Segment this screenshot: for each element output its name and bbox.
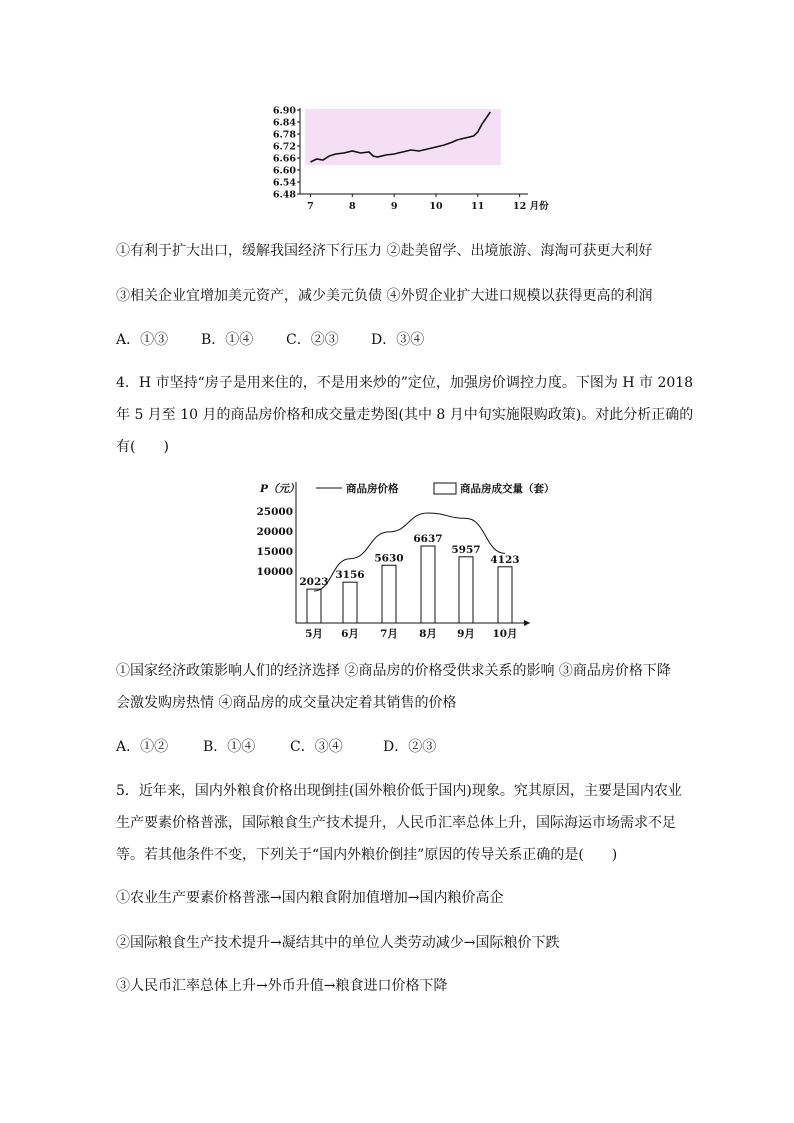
q4-choice-c[interactable]: C．③④ xyxy=(290,739,343,755)
bar-7月 xyxy=(382,565,396,623)
q5-item-1: ①农业生产要素价格普涨→国内粮食附加值增加→国内粮价高企 xyxy=(116,890,504,906)
bar-5月 xyxy=(307,589,321,623)
legend-line-label: 商品房价格 xyxy=(346,483,399,495)
q4-stem-line-2: 年 5 月至 10 月的商品房价格和成交量走势图(其中 8 月中旬实施限购政策)。对此分析正确的 xyxy=(116,407,694,423)
x-tick-label: 9月 xyxy=(457,628,475,640)
y-tick-label: 10000 xyxy=(256,566,293,578)
x-unit-label: 月份 xyxy=(529,201,549,212)
bar-8月 xyxy=(421,546,435,623)
bar-9月 xyxy=(459,557,473,623)
q3-option-line-2: ③相关企业宜增加美元资产，减少美元负债 ④外贸企业扩大进口规模以获得更高的利润 xyxy=(116,288,653,304)
bar-10月 xyxy=(498,567,512,623)
q3-option-line-1: ①有利于扩大出口，缓解我国经济下行压力 ②赴美留学、出境旅游、海淘可获更大利好 xyxy=(116,243,653,259)
x-tick-label: 10 xyxy=(429,201,443,212)
x-tick-label: 8月 xyxy=(419,628,437,640)
q5-stem-line-2: 生产要素价格普涨，国际粮食生产技术提升，人民币汇率总体上升，国际海运市场需求不足 xyxy=(116,815,676,831)
bar-value-label: 5630 xyxy=(374,552,404,565)
q3-choice-c[interactable]: C．②③ xyxy=(286,332,339,348)
x-tick-label: 7 xyxy=(307,201,314,212)
x-tick-label: 12 xyxy=(513,201,527,212)
y-tick-label: 6.72 xyxy=(272,141,296,153)
q4-option-line-1: ①国家经济政策影响人们的经济选择 ②商品房的价格受供求关系的影响 ③商品房价格下降 xyxy=(116,663,671,679)
q3-choice-a[interactable]: A．①③ xyxy=(116,332,169,348)
x-tick-label: 10月 xyxy=(492,628,518,640)
q3-choices xyxy=(116,331,424,349)
q5-item-2: ②国际粮食生产技术提升→凝结其中的单位人类劳动减少→国际粮价下跌 xyxy=(116,935,560,951)
q5-stem-line-3: 等。若其他条件不变，下列关于“国内外粮价倒挂”原因的传导关系正确的是( ) xyxy=(116,847,618,863)
q5-item-3: ③人民币汇率总体上升→外币升值→粮食进口价格下降 xyxy=(116,978,448,994)
y-tick-label: 6.60 xyxy=(272,165,296,177)
y-tick-label: 6.66 xyxy=(272,153,296,165)
q5-stem-line-1: 5．近年来，国内外粮食价格出现倒挂(国外粮价低于国内)现象。究其原因，主要是国内农业 xyxy=(116,783,682,799)
y-tick-label: 25000 xyxy=(256,506,293,518)
q4-choice-d[interactable]: D．②③ xyxy=(383,739,437,755)
q4-option-line-2: 会激发购房热情 ④商品房的成交量决定着其销售的价格 xyxy=(116,695,457,711)
x-tick-label: 7月 xyxy=(380,628,398,640)
q3-choice-d[interactable]: D．③④ xyxy=(371,332,425,348)
legend-bar-label: 商品房成交量（套） xyxy=(460,483,555,495)
x-axis-arrow xyxy=(524,620,530,626)
bar-6月 xyxy=(343,582,357,623)
x-tick-label: 8 xyxy=(348,201,356,212)
y-tick-label: 15000 xyxy=(256,546,293,558)
exchange-rate-chart xyxy=(270,102,560,220)
q4-stem-line-1: 4．H 市坚持“房子是用来住的，不是用来炒的”定位，加强房价调控力度。下图为 H 市 2018 xyxy=(116,375,694,391)
q4-stem-line-3: 有( ) xyxy=(116,439,169,455)
q4-choice-a[interactable]: A．①② xyxy=(116,739,169,755)
q4-choices xyxy=(116,738,436,756)
bar-value-label: 3156 xyxy=(335,569,365,582)
y-tick-label: 6.84 xyxy=(272,117,296,129)
y-tick-label: 6.48 xyxy=(272,189,296,201)
y-tick-label: 20000 xyxy=(256,526,293,538)
y-tick-label: 6.90 xyxy=(272,105,296,117)
x-tick-label: 9 xyxy=(390,201,398,212)
y-tick-label: 6.54 xyxy=(272,177,296,189)
x-tick-label: 5月 xyxy=(305,628,323,640)
bar-value-label: 4123 xyxy=(490,553,520,566)
bar-value-label: 5957 xyxy=(451,543,481,556)
y-axis-label: P（元） xyxy=(260,483,300,495)
legend-bar-swatch xyxy=(434,483,456,494)
x-tick-label: 11 xyxy=(471,201,485,212)
bar-value-label: 6637 xyxy=(413,533,443,545)
y-tick-label: 6.78 xyxy=(272,129,296,141)
q4-choice-b[interactable]: B．①④ xyxy=(203,739,256,755)
housing-chart xyxy=(256,476,555,644)
bar-value-label: 2023 xyxy=(299,576,329,589)
q3-choice-b[interactable]: B．①④ xyxy=(201,332,254,348)
x-tick-label: 6月 xyxy=(341,628,359,640)
